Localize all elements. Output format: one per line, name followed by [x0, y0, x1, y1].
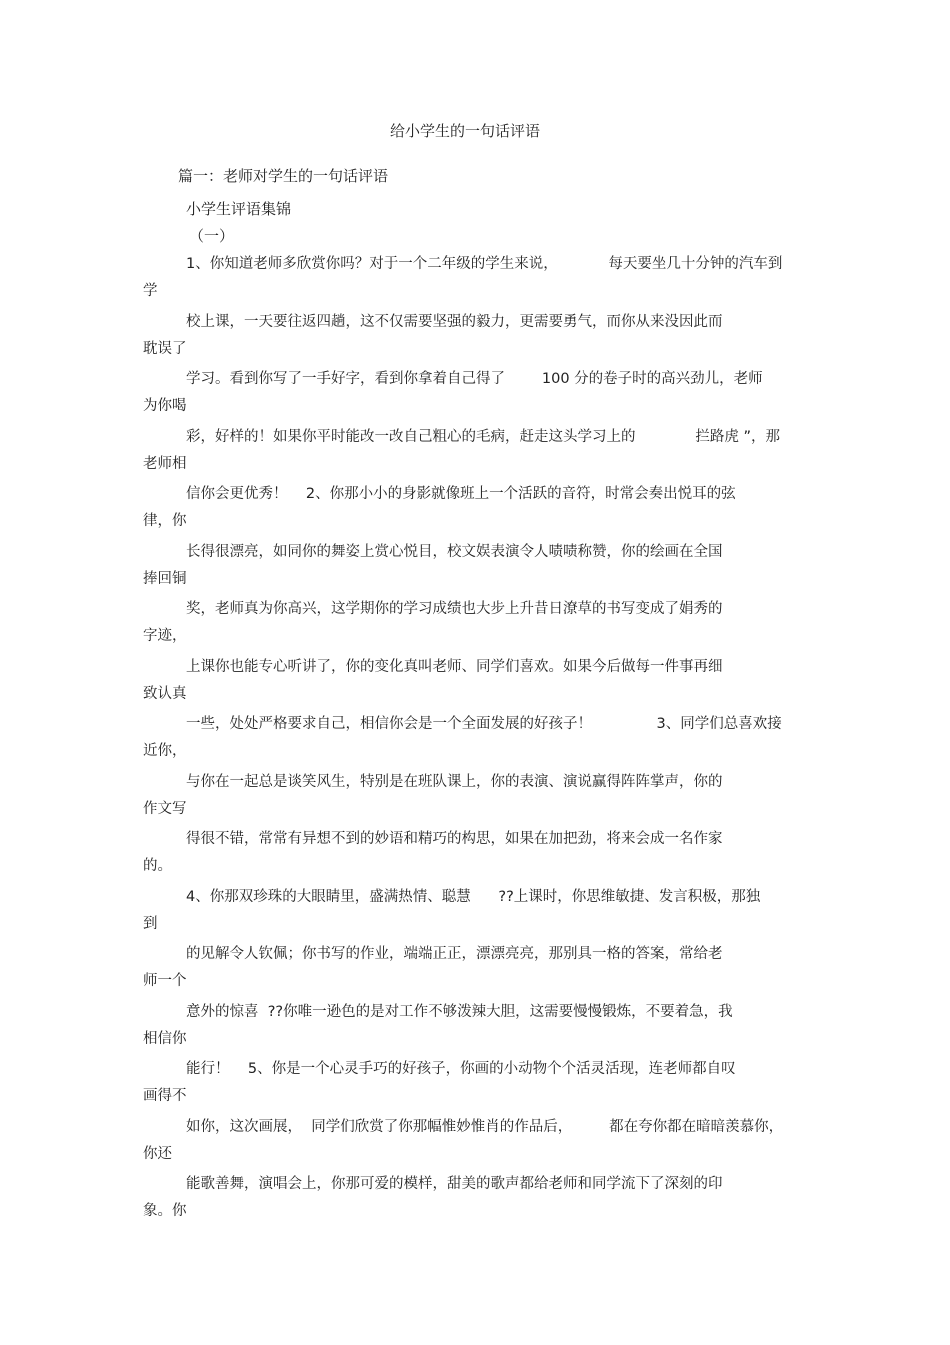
- text-line-wrap: 的。: [143, 858, 172, 874]
- section-number: （一）: [189, 227, 235, 245]
- text-line-pair: [0, 657, 950, 715]
- text-line-wrap: 师一个: [143, 973, 187, 989]
- text-line-wrap: 到: [143, 915, 158, 932]
- text-line: 1、你知道老师多欣赏你吗？对于一个二年级的学生来说， 每天要坐几十分钟的汽车到: [186, 256, 783, 272]
- text-line-pair: [0, 312, 950, 370]
- section-subheading: 小学生评语集锦: [186, 200, 292, 218]
- text-line: 的见解令人钦佩；你书写的作业，端端正正，漂漂亮亮，那别具一格的答案，常给老: [186, 946, 723, 962]
- text-line: 意外的惊喜 ??你唯一逊色的是对工作不够泼辣大胆，这需要慢慢锻炼，不要着急，我: [186, 1003, 733, 1020]
- text-line: 彩，好样的！如果你平时能改一改自己粗心的毛病，赶走这头学习上的 拦路虎 ”，那: [186, 428, 781, 445]
- text-line-wrap: 你还: [143, 1145, 172, 1162]
- text-line-pair: [0, 829, 950, 887]
- text-line-wrap: 为你喝: [143, 398, 187, 414]
- text-line-pair: [0, 944, 950, 1002]
- text-line-wrap: 致认真: [143, 685, 187, 702]
- text-line-pair: [0, 1117, 950, 1175]
- text-line-wrap: 近你，: [143, 743, 187, 759]
- document-body: [0, 254, 950, 1232]
- text-line-pair: [0, 887, 950, 945]
- text-line: 长得很漂亮，如同你的舞姿上赏心悦目，校文娱表演令人啧啧称赞，你的绘画在全国: [186, 543, 723, 560]
- text-line-pair: [0, 714, 950, 772]
- text-line-pair: [0, 542, 950, 600]
- document-title: 给小学生的一句话评语: [389, 122, 540, 140]
- text-line: 信你会更优秀！ 2、你那小小的身影就像班上一个活跃的音符，时常会奏出悦耳的弦: [186, 486, 736, 502]
- text-line-wrap: 象。你: [143, 1203, 187, 1219]
- text-line-pair: [0, 1002, 950, 1060]
- text-line-wrap: 作文写: [143, 800, 187, 817]
- text-line-pair: [0, 369, 950, 427]
- text-line-wrap: 画得不: [143, 1088, 187, 1104]
- text-line-wrap: 捧回铜: [143, 570, 187, 587]
- text-line-wrap: 相信你: [143, 1030, 187, 1047]
- text-line: 与你在一起总是谈笑风生，特别是在班队课上，你的表演、演说赢得阵阵掌声，你的: [186, 773, 723, 790]
- text-line-wrap: 耽误了: [143, 340, 187, 357]
- text-line: 如你，这次画展， 同学们欣赏了你那幅惟妙惟肖的作品后， 都在夸你都在暗暗羡慕你，: [186, 1118, 784, 1135]
- text-line: 4、你那双珍珠的大眼睛里，盛满热情、聪慧 ??上课时，你思维敏捷、发言积极，那独: [186, 888, 761, 905]
- text-line-pair: [0, 772, 950, 830]
- section-heading: 篇一：老师对学生的一句话评语: [178, 167, 389, 185]
- text-line-wrap: 字迹，: [143, 628, 187, 644]
- text-line-pair: [0, 599, 950, 657]
- text-line-pair: [0, 1174, 950, 1232]
- text-line: 得很不错，常常有异想不到的妙语和精巧的构思，如果在加把劲，将来会成一名作家: [186, 831, 723, 847]
- text-line-pair: [0, 1059, 950, 1117]
- text-line-pair: [0, 254, 950, 312]
- text-line: 校上课，一天要往返四趟，这不仅需要坚强的毅力，更需要勇气，而你从来没因此而: [186, 313, 723, 330]
- text-line: 能行！ 5、你是一个心灵手巧的好孩子，你画的小动物个个活灵活现，连老师都自叹: [186, 1061, 736, 1077]
- text-line: 一些，处处严格要求自己，相信你会是一个全面发展的好孩子！ 3、同学们总喜欢接: [186, 716, 782, 732]
- text-line-wrap: 学: [143, 283, 158, 299]
- text-line-pair: [0, 427, 950, 485]
- text-line-wrap: 律，你: [143, 513, 187, 529]
- text-line-wrap: 老师相: [143, 455, 187, 472]
- text-line: 上课你也能专心听讲了，你的变化真叫老师、同学们喜欢。如果今后做每一件事再细: [186, 658, 723, 675]
- text-line-pair: [0, 484, 950, 542]
- text-line: 奖，老师真为你高兴，这学期你的学习成绩也大步上升昔日潦草的书写变成了娟秀的: [186, 601, 723, 617]
- text-line: 能歌善舞，演唱会上，你那可爱的模样，甜美的歌声都给老师和同学流下了深刻的印: [186, 1176, 723, 1192]
- text-line: 学习。看到你写了一手好字，看到你拿着自己得了 100 分的卷子时的高兴劲儿，老师: [186, 371, 763, 387]
